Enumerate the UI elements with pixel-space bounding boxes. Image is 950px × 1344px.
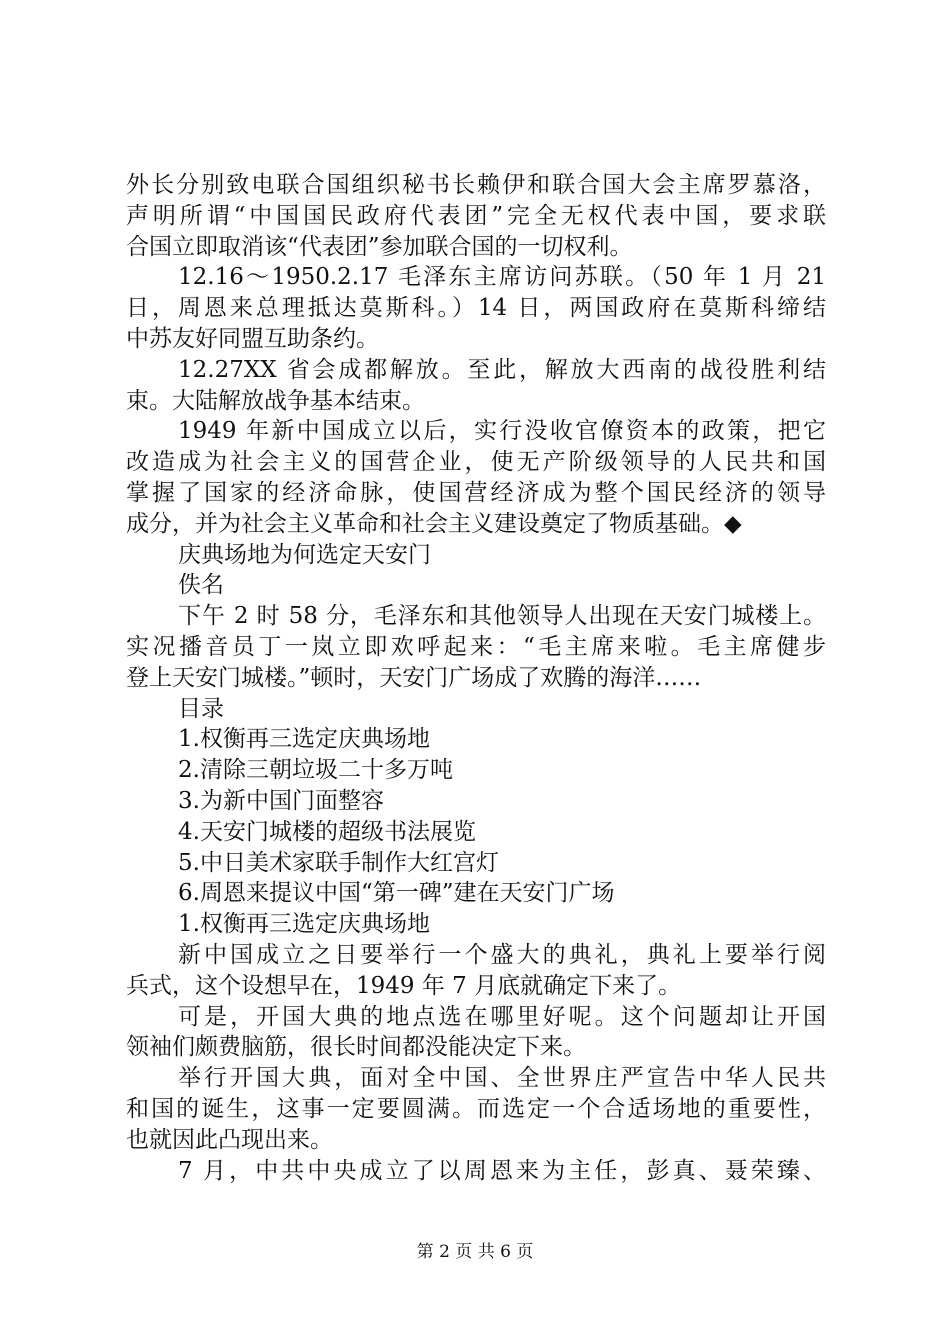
text-line: 登上天安门城楼。”顿时，天安门广场成了欢腾的海洋…… bbox=[126, 664, 702, 691]
text-line: 也就因此凸现出来。 bbox=[126, 1126, 333, 1153]
text-line: 7 月，中共中央成立了以周恩来为主任，彭真、聂荣臻、 bbox=[178, 1157, 826, 1184]
text-line: 目录 bbox=[178, 695, 224, 722]
text-line: 新中国成立之日要举行一个盛大的典礼，典礼上要举行阅 bbox=[178, 941, 826, 968]
text-line: 庆典场地为何选定天安门 bbox=[178, 541, 431, 568]
text-line: 掌握了国家的经济命脉，使国营经济成为整个国民经济的领导 bbox=[126, 479, 826, 506]
text-line: 5.中日美术家联手制作大红宫灯 bbox=[178, 849, 499, 876]
text-line: 和国的诞生，这事一定要圆满。而选定一个合适场地的重要性， bbox=[126, 1095, 826, 1122]
text-line: 12.16～1950.2.17 毛泽东主席访问苏联。（50 年 1 月 21 bbox=[178, 264, 826, 291]
text-line: 3.为新中国门面整容 bbox=[178, 787, 384, 814]
text-line: 合国立即取消该“代表团”参加联合国的一切权利。 bbox=[126, 233, 633, 260]
text-line: 成分，并为社会主义革命和社会主义建设奠定了物质基础。◆ bbox=[126, 510, 742, 537]
text-line: 佚名 bbox=[178, 572, 224, 599]
text-line: 外长分别致电联合国组织秘书长赖伊和联合国大会主席罗慕洛， bbox=[126, 172, 826, 198]
text-line: 实况播音员丁一岚立即欢呼起来：“毛主席来啦。毛主席健步 bbox=[126, 633, 826, 660]
text-line: 6.周恩来提议中国“第一碑”建在天安门广场 bbox=[178, 880, 615, 907]
text-line: 日，周恩来总理抵达莫斯科。）14 日，两国政府在莫斯科缔结 bbox=[126, 295, 826, 322]
text-line: 中苏友好同盟互助条约。 bbox=[126, 325, 379, 352]
text-line: 束。大陆解放战争基本结束。 bbox=[126, 387, 425, 414]
text-line: 举行开国大典，面对全中国、全世界庄严宣告中华人民共 bbox=[178, 1065, 826, 1092]
text-line: 声明所谓“中国国民政府代表团”完全无权代表中国，要求联 bbox=[126, 202, 826, 229]
text-line: 1949 年新中国成立以后，实行没收官僚资本的政策，把它 bbox=[178, 418, 826, 445]
page-footer: 第 2 页 共 6 页 bbox=[416, 1242, 534, 1262]
text-line: 1.权衡再三选定庆典场地 bbox=[178, 726, 430, 753]
text-line: 领袖们颇费脑筋，很长时间都没能决定下来。 bbox=[126, 1034, 586, 1061]
document-body bbox=[126, 170, 826, 1186]
text-line: 1.权衡再三选定庆典场地 bbox=[178, 911, 430, 938]
text-line: 12.27XX 省会成都解放。至此，解放大西南的战役胜利结 bbox=[178, 356, 826, 383]
text-line: 可是，开国大典的地点选在哪里好呢。这个问题却让开国 bbox=[178, 1003, 826, 1030]
text-line: 改造成为社会主义的国营企业，使无产阶级领导的人民共和国 bbox=[126, 449, 826, 476]
text-line: 4.天安门城楼的超级书法展览 bbox=[178, 818, 476, 845]
text-line: 下午 2 时 58 分，毛泽东和其他领导人出现在天安门城楼上。 bbox=[178, 603, 826, 630]
text-line: 2.清除三朝垃圾二十多万吨 bbox=[178, 757, 453, 784]
text-line: 兵式，这个设想早在，1949 年 7 月底就确定下来了。 bbox=[126, 972, 682, 999]
